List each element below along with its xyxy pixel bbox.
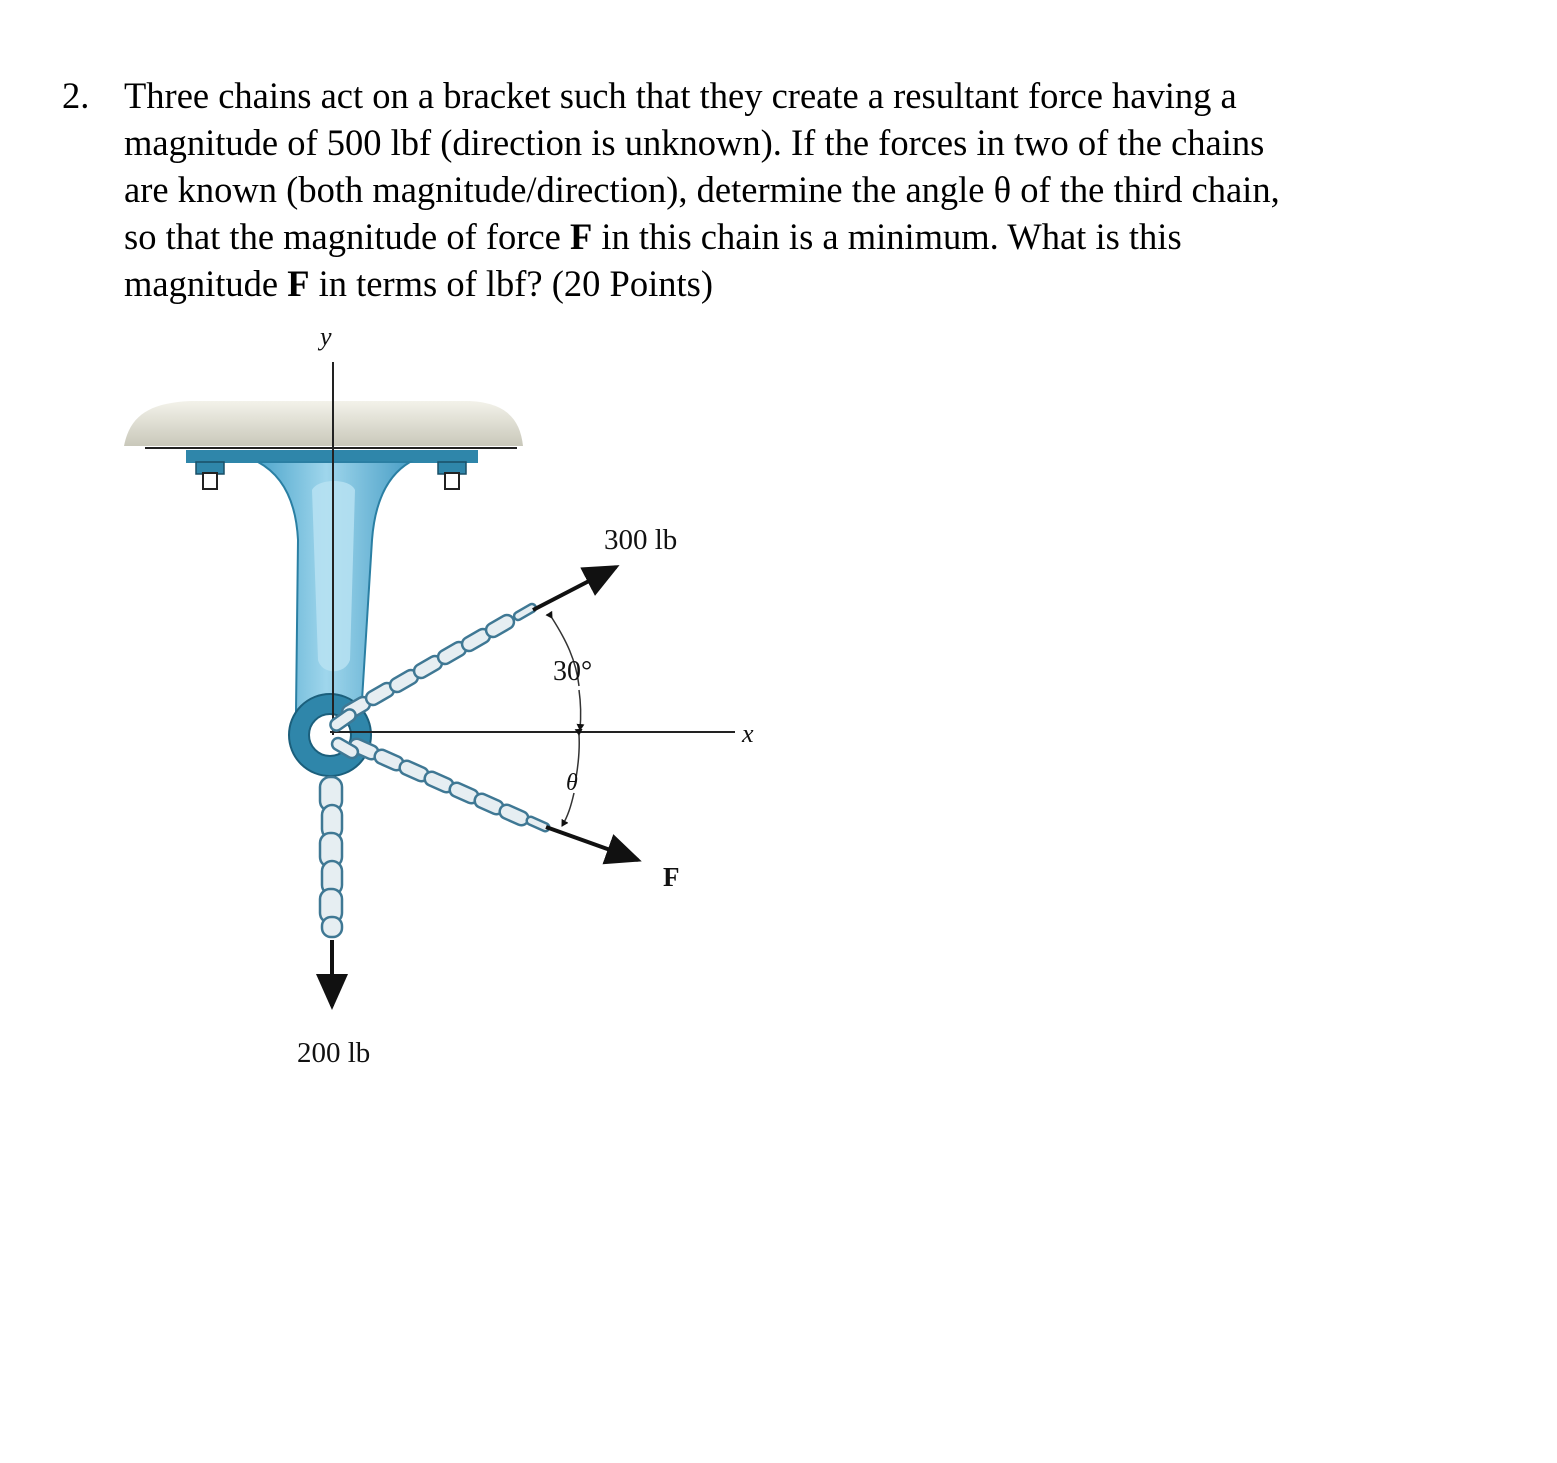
arrow-force-f	[546, 827, 638, 860]
force-symbol-f-2: F	[287, 263, 310, 304]
label-300-lb: 300 lb	[604, 524, 678, 556]
problem-line-4-start: so that the magnitude of force	[124, 216, 570, 257]
label-200-lb: 200 lb	[297, 1037, 371, 1069]
problem-line-3: are known (both magnitude/direction), determine the angle θ of the third chain,	[124, 169, 1280, 210]
chain-lower	[347, 737, 550, 833]
problem-line-1: Three chains act on a bracket such that they create a resultant force having a	[124, 75, 1237, 116]
arc-theta-lower	[562, 793, 574, 826]
arrow-300-lb	[533, 567, 616, 610]
arc-30-degree-lower	[579, 690, 581, 730]
bolt-right	[438, 462, 466, 489]
chain-vertical	[320, 777, 342, 937]
problem-line-5-end: in terms of lbf? (20 Points)	[309, 263, 713, 304]
label-x-axis: x	[742, 719, 754, 748]
label-30-degree: 30°	[553, 656, 593, 687]
force-symbol-f: F	[569, 216, 593, 257]
bolt-left	[196, 462, 224, 489]
label-theta: θ	[566, 770, 578, 796]
problem-line-5-start: magnitude	[124, 263, 288, 304]
problem-number: 2.	[62, 75, 90, 116]
label-force-f: F	[663, 862, 680, 892]
chain-upper	[340, 603, 538, 722]
ceiling-slab	[124, 401, 523, 446]
label-y-axis: y	[320, 322, 332, 351]
problem-line-4-end: in this chain is a minimum. What is this	[592, 216, 1182, 257]
problem-line-2: magnitude of 500 lbf (direction is unknown). If the forces in two of the chains	[124, 122, 1265, 163]
